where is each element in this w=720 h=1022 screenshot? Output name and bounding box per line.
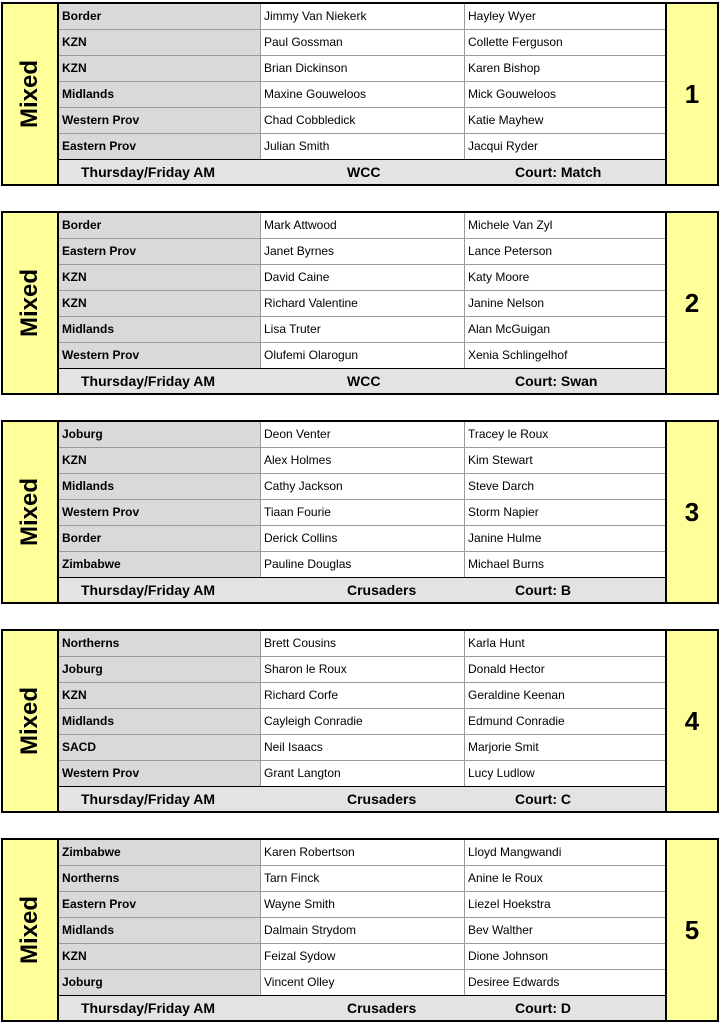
table-row (59, 970, 667, 996)
session-day: Thursday/Friday AM (81, 582, 216, 598)
table-row (59, 82, 667, 108)
player-two-cell: Collette Ferguson (468, 35, 563, 49)
venue-name: Crusaders (347, 582, 417, 598)
schedule-footer (59, 786, 667, 811)
table-row (59, 239, 667, 265)
player-one-cell: Brett Cousins (261, 631, 465, 656)
province-cell: SACD (59, 735, 261, 760)
court-name: Court: D (515, 1000, 571, 1016)
court-name: Court: Swan (515, 373, 598, 389)
draw-table (59, 631, 667, 811)
player-one-cell: Jimmy Van Niekerk (261, 4, 465, 29)
court-name: Court: Match (515, 164, 602, 180)
player-two-cell: Katie Mayhew (468, 113, 544, 127)
province-cell: Midlands (59, 709, 261, 734)
draw-block-1 (1, 2, 719, 186)
player-one-cell: Wayne Smith (261, 892, 465, 917)
table-row (59, 552, 667, 578)
draw-block-2 (1, 211, 719, 395)
player-one-cell: Tarn Finck (261, 866, 465, 891)
event-label: Mixed (16, 268, 43, 338)
table-row (59, 944, 667, 970)
schedule-footer (59, 995, 667, 1020)
table-row (59, 761, 667, 787)
table-row (59, 343, 667, 369)
draw-table (59, 840, 667, 1020)
province-cell: Eastern Prov (59, 892, 261, 917)
player-two-cell: Dione Johnson (468, 949, 549, 963)
player-one-cell: Chad Cobbledick (261, 108, 465, 133)
province-cell: Midlands (59, 82, 261, 107)
player-two-cell: Marjorie Smit (468, 740, 539, 754)
province-cell: Joburg (59, 970, 261, 995)
player-two-cell: Liezel Hoekstra (468, 897, 551, 911)
province-cell: KZN (59, 683, 261, 708)
player-two-cell: Edmund Conradie (468, 714, 565, 728)
player-two-cell: Bev Walther (468, 923, 533, 937)
schedule-footer (59, 368, 667, 393)
province-cell: KZN (59, 291, 261, 316)
player-two-cell: Storm Napier (468, 505, 539, 519)
province-cell: Joburg (59, 422, 261, 447)
player-one-cell: Richard Valentine (261, 291, 465, 316)
province-cell: Northerns (59, 631, 261, 656)
event-label-panel (3, 213, 59, 393)
player-one-cell: Dalmain Strydom (261, 918, 465, 943)
province-cell: Western Prov (59, 343, 261, 368)
player-two-cell: Kim Stewart (468, 453, 533, 467)
province-cell: Border (59, 526, 261, 551)
draw-block-3 (1, 420, 719, 604)
event-label: Mixed (16, 686, 43, 756)
province-cell: Northerns (59, 866, 261, 891)
player-two-cell: Anine le Roux (468, 871, 543, 885)
table-row (59, 657, 667, 683)
province-cell: Western Prov (59, 108, 261, 133)
session-day: Thursday/Friday AM (81, 373, 216, 389)
table-row (59, 134, 667, 160)
table-row (59, 709, 667, 735)
event-label: Mixed (16, 59, 43, 129)
player-two-cell: Jacqui Ryder (468, 139, 539, 153)
player-one-cell: Sharon le Roux (261, 657, 465, 682)
player-one-cell: Derick Collins (261, 526, 465, 551)
player-two-cell: Steve Darch (468, 479, 535, 493)
draw-table (59, 4, 667, 184)
province-cell: Zimbabwe (59, 552, 261, 577)
session-day: Thursday/Friday AM (81, 791, 216, 807)
province-cell: Joburg (59, 657, 261, 682)
province-cell: KZN (59, 30, 261, 55)
group-number: 1 (665, 4, 717, 184)
province-cell: Western Prov (59, 761, 261, 786)
table-row (59, 866, 667, 892)
table-row (59, 291, 667, 317)
player-two-cell: Alan McGuigan (468, 322, 551, 336)
table-row (59, 213, 667, 239)
player-one-cell: Karen Robertson (261, 840, 465, 865)
province-cell: Zimbabwe (59, 840, 261, 865)
table-row (59, 631, 667, 657)
table-row (59, 840, 667, 866)
venue-name: Crusaders (347, 1000, 417, 1016)
player-two-cell: Karla Hunt (468, 636, 525, 650)
player-two-cell: Geraldine Keenan (468, 688, 565, 702)
player-one-cell: Brian Dickinson (261, 56, 465, 81)
event-label-panel (3, 422, 59, 602)
table-row (59, 500, 667, 526)
draw-table (59, 213, 667, 393)
province-cell: KZN (59, 265, 261, 290)
table-row (59, 735, 667, 761)
table-row (59, 265, 667, 291)
table-row (59, 317, 667, 343)
player-two-cell: Mick Gouweloos (468, 87, 557, 101)
table-row (59, 30, 667, 56)
table-row (59, 892, 667, 918)
player-two-cell: Lloyd Mangwandi (468, 845, 562, 859)
player-one-cell: Feizal Sydow (261, 944, 465, 969)
player-one-cell: Julian Smith (261, 134, 465, 159)
session-day: Thursday/Friday AM (81, 164, 216, 180)
court-name: Court: C (515, 791, 571, 807)
player-two-cell: Hayley Wyer (468, 9, 536, 23)
player-one-cell: Grant Langton (261, 761, 465, 786)
player-two-cell: Janine Hulme (468, 531, 542, 545)
player-one-cell: David Caine (261, 265, 465, 290)
province-cell: Border (59, 4, 261, 29)
player-one-cell: Janet Byrnes (261, 239, 465, 264)
player-two-cell: Tracey le Roux (468, 427, 549, 441)
player-two-cell: Katy Moore (468, 270, 530, 284)
table-row (59, 448, 667, 474)
player-one-cell: Maxine Gouweloos (261, 82, 465, 107)
event-label-panel (3, 4, 59, 184)
player-two-cell: Janine Nelson (468, 296, 545, 310)
group-number: 5 (665, 840, 717, 1020)
player-two-cell: Xenia Schlingelhof (468, 348, 568, 362)
player-two-cell: Michael Burns (468, 557, 545, 571)
province-cell: Eastern Prov (59, 134, 261, 159)
player-one-cell: Neil Isaacs (261, 735, 465, 760)
player-one-cell: Paul Gossman (261, 30, 465, 55)
court-name: Court: B (515, 582, 571, 598)
table-row (59, 4, 667, 30)
event-label-panel (3, 631, 59, 811)
player-one-cell: Cayleigh Conradie (261, 709, 465, 734)
province-cell: Midlands (59, 474, 261, 499)
table-row (59, 422, 667, 448)
table-row (59, 474, 667, 500)
player-two-cell: Desiree Edwards (468, 975, 560, 989)
player-two-cell: Karen Bishop (468, 61, 541, 75)
player-one-cell: Alex Holmes (261, 448, 465, 473)
player-two-cell: Michele Van Zyl (468, 218, 553, 232)
event-label: Mixed (16, 895, 43, 965)
group-number: 2 (665, 213, 717, 393)
province-cell: Western Prov (59, 500, 261, 525)
venue-name: WCC (347, 164, 381, 180)
player-one-cell: Cathy Jackson (261, 474, 465, 499)
province-cell: Midlands (59, 317, 261, 342)
province-cell: KZN (59, 56, 261, 81)
event-label: Mixed (16, 477, 43, 547)
player-one-cell: Vincent Olley (261, 970, 465, 995)
venue-name: WCC (347, 373, 381, 389)
player-two-cell: Donald Hector (468, 662, 545, 676)
venue-name: Crusaders (347, 791, 417, 807)
draw-block-4 (1, 629, 719, 813)
player-one-cell: Mark Attwood (261, 213, 465, 238)
province-cell: Eastern Prov (59, 239, 261, 264)
table-row (59, 683, 667, 709)
player-one-cell: Olufemi Olarogun (261, 343, 465, 368)
draw-block-5 (1, 838, 719, 1022)
schedule-footer (59, 577, 667, 602)
player-one-cell: Tiaan Fourie (261, 500, 465, 525)
table-row (59, 56, 667, 82)
table-row (59, 918, 667, 944)
schedule-footer (59, 159, 667, 184)
province-cell: KZN (59, 944, 261, 969)
province-cell: KZN (59, 448, 261, 473)
table-row (59, 108, 667, 134)
player-two-cell: Lucy Ludlow (468, 766, 535, 780)
player-one-cell: Lisa Truter (261, 317, 465, 342)
province-cell: Border (59, 213, 261, 238)
table-row (59, 526, 667, 552)
province-cell: Midlands (59, 918, 261, 943)
player-one-cell: Deon Venter (261, 422, 465, 447)
group-number: 3 (665, 422, 717, 602)
group-number: 4 (665, 631, 717, 811)
session-day: Thursday/Friday AM (81, 1000, 216, 1016)
player-one-cell: Richard Corfe (261, 683, 465, 708)
player-one-cell: Pauline Douglas (261, 552, 465, 577)
player-two-cell: Lance Peterson (468, 244, 553, 258)
draw-table (59, 422, 667, 602)
event-label-panel (3, 840, 59, 1020)
